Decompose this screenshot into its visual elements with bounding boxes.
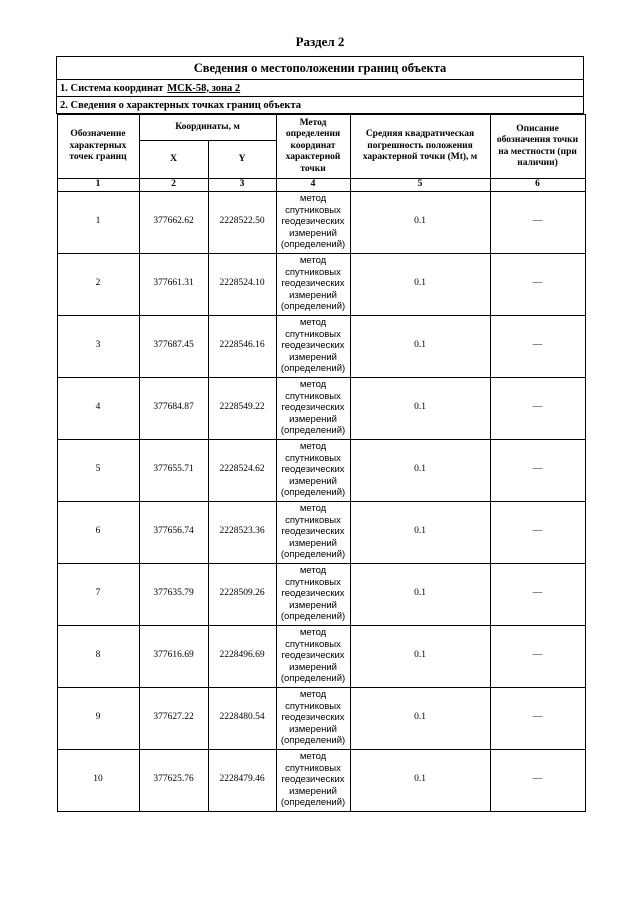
coordinate-system-label: 1. Система координат (60, 82, 164, 94)
coordinate-system-value: МСК-58, зона 2 (167, 82, 241, 94)
coordinate-system-line (57, 80, 584, 97)
method-cell: метод спутниковых геодезических измерений (определений) (276, 439, 350, 501)
table-row (57, 315, 585, 377)
table-row (57, 687, 585, 749)
point-number: 5 (57, 439, 139, 501)
coord-y: 2228480.54 (208, 687, 276, 749)
description-cell: — (490, 687, 585, 749)
method-cell: метод спутниковых геодезических измерений (определений) (276, 315, 350, 377)
description-cell: — (490, 501, 585, 563)
coord-x: 377656.74 (139, 501, 208, 563)
method-cell: метод спутниковых геодезических измерений (определений) (276, 377, 350, 439)
description-cell: — (490, 749, 585, 811)
section-title: Раздел 2 (295, 34, 345, 49)
description-cell: — (490, 377, 585, 439)
column-number: 1 (57, 179, 139, 192)
coord-x: 377635.79 (139, 563, 208, 625)
accuracy-cell: 0.1 (350, 253, 490, 315)
coord-x: 377662.62 (139, 191, 208, 253)
accuracy-cell: 0.1 (350, 315, 490, 377)
table-row (57, 191, 585, 253)
coord-x: 377655.71 (139, 439, 208, 501)
header-coordinates: Координаты, м (139, 115, 276, 141)
method-cell: метод спутниковых геодезических измерений (определений) (276, 749, 350, 811)
coord-y: 2228524.62 (208, 439, 276, 501)
method-cell: метод спутниковых геодезических измерений (определений) (276, 501, 350, 563)
table-row (57, 749, 585, 811)
table-row (57, 253, 585, 315)
accuracy-cell: 0.1 (350, 191, 490, 253)
coord-y: 2228546.16 (208, 315, 276, 377)
coord-x: 377684.87 (139, 377, 208, 439)
document-frame (56, 56, 584, 812)
header-method: Метод определения координат характерной точки (276, 115, 350, 179)
accuracy-cell: 0.1 (350, 687, 490, 749)
coord-y: 2228496.69 (208, 625, 276, 687)
points-table (57, 114, 586, 812)
method-cell: метод спутниковых геодезических измерений (определений) (276, 191, 350, 253)
description-cell: — (490, 191, 585, 253)
description-cell: — (490, 625, 585, 687)
point-number: 4 (57, 377, 139, 439)
accuracy-cell: 0.1 (350, 439, 490, 501)
description-cell: — (490, 315, 585, 377)
point-number: 10 (57, 749, 139, 811)
document-heading: Сведения о местоположении границ объекта (57, 57, 584, 80)
coord-x: 377616.69 (139, 625, 208, 687)
accuracy-cell: 0.1 (350, 563, 490, 625)
table-row (57, 563, 585, 625)
column-number: 4 (276, 179, 350, 192)
method-cell: метод спутниковых геодезических измерений (определений) (276, 625, 350, 687)
header-description: Описание обозначения точки на местности (при наличии) (490, 115, 585, 179)
point-number: 8 (57, 625, 139, 687)
column-number: 6 (490, 179, 585, 192)
coord-x: 377627.22 (139, 687, 208, 749)
coord-y: 2228549.22 (208, 377, 276, 439)
points-table-body (57, 191, 585, 811)
coord-x: 377625.76 (139, 749, 208, 811)
table-row (57, 501, 585, 563)
column-number: 5 (350, 179, 490, 192)
description-cell: — (490, 439, 585, 501)
column-number-row (57, 179, 585, 192)
point-number: 2 (57, 253, 139, 315)
coord-x: 377661.31 (139, 253, 208, 315)
coord-y: 2228523.36 (208, 501, 276, 563)
accuracy-cell: 0.1 (350, 625, 490, 687)
point-number: 3 (57, 315, 139, 377)
header-accuracy: Средняя квадратическая погрешность положения характерной точки (Mt), м (350, 115, 490, 179)
point-number: 7 (57, 563, 139, 625)
description-cell: — (490, 563, 585, 625)
coord-x: 377687.45 (139, 315, 208, 377)
point-number: 1 (57, 191, 139, 253)
accuracy-cell: 0.1 (350, 377, 490, 439)
header-y: Y (208, 141, 276, 179)
point-number: 6 (57, 501, 139, 563)
coord-y: 2228522.50 (208, 191, 276, 253)
column-number: 2 (139, 179, 208, 192)
header-designation: Обозначение характерных точек границ (57, 115, 139, 179)
point-number: 9 (57, 687, 139, 749)
method-cell: метод спутниковых геодезических измерений (определений) (276, 253, 350, 315)
method-cell: метод спутниковых геодезических измерений (определений) (276, 563, 350, 625)
accuracy-cell: 0.1 (350, 749, 490, 811)
table-row (57, 625, 585, 687)
method-cell: метод спутниковых геодезических измерений (определений) (276, 687, 350, 749)
coord-y: 2228524.10 (208, 253, 276, 315)
coord-y: 2228509.26 (208, 563, 276, 625)
column-number: 3 (208, 179, 276, 192)
coord-y: 2228479.46 (208, 749, 276, 811)
table-row (57, 377, 585, 439)
accuracy-cell: 0.1 (350, 501, 490, 563)
points-info-line: 2. Сведения о характерных точках границ объекта (57, 97, 584, 114)
header-x: X (139, 141, 208, 179)
table-row (57, 439, 585, 501)
description-cell: — (490, 253, 585, 315)
